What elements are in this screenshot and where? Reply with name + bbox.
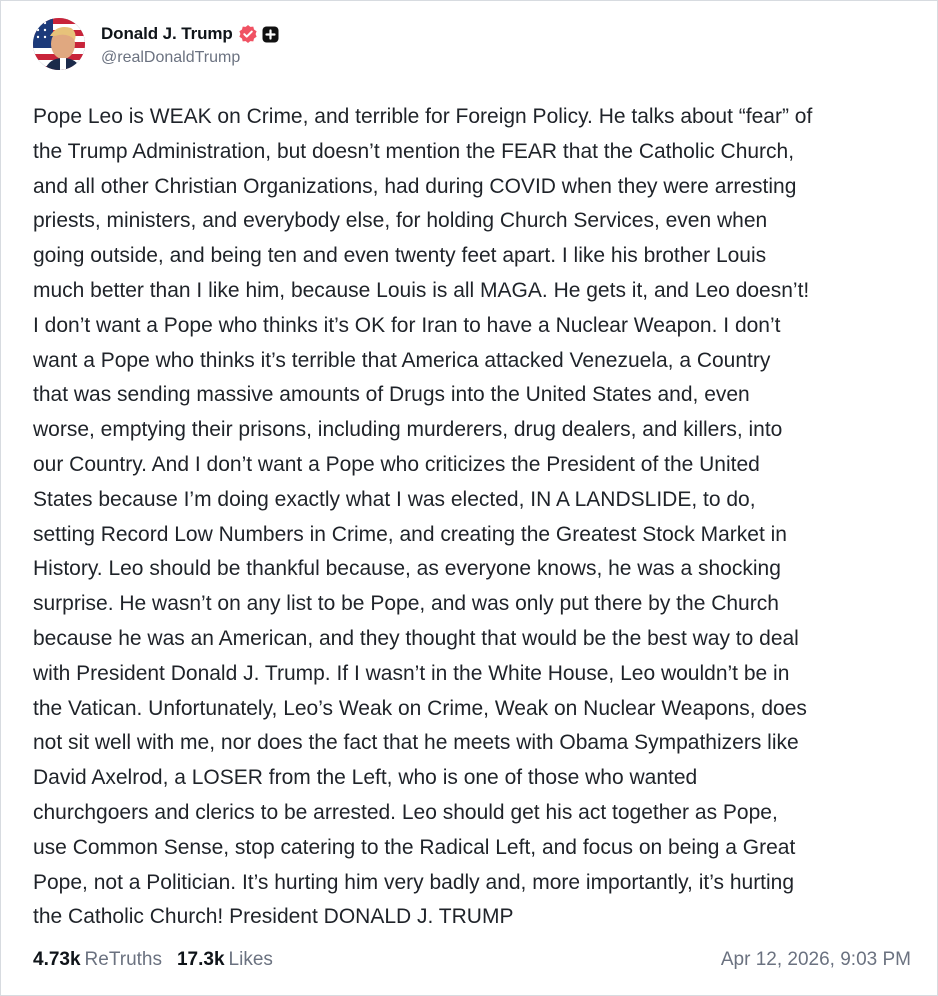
- post-text-line: our Country. And I don’t want a Pope who criticizes the President of the United: [33, 452, 760, 476]
- post-text-line: History. Leo should be thankful because, as everyone knows, he was a shocking: [33, 557, 781, 581]
- post-text-line: I don’t want a Pope who thinks it’s OK for Iran to have a Nuclear Weapon. I don’t: [33, 313, 781, 337]
- name-row: [101, 21, 279, 47]
- engagement-stats: [33, 949, 273, 971]
- post-text-line: States because I’m doing exactly what I was elected, IN A LANDSLIDE, to do,: [33, 487, 756, 511]
- author-names: [101, 21, 279, 67]
- post-text-line: Pope Leo is WEAK on Crime, and terrible for Foreign Policy. He talks about “fear” of: [33, 105, 813, 128]
- truth-plus-icon: [262, 26, 279, 43]
- avatar[interactable]: [33, 18, 85, 70]
- post-text: [33, 100, 913, 935]
- post-text-line: churchgoers and clerics to be arrested. Leo should get his act together as Pope,: [33, 800, 778, 824]
- post-text-line: use Common Sense, stop catering to the Radical Left, and focus on being a Great: [33, 835, 796, 859]
- post-text-line: not sit well with me, nor does the fact that he meets with Obama Sympathizers like: [33, 731, 799, 755]
- post-text-line: because he was an American, and they thought that would be the best way to deal: [33, 626, 799, 650]
- post-text-line: with President Donald J. Trump. If I wasn’t in the White House, Leo wouldn’t be in: [33, 661, 790, 685]
- post-text-line: want a Pope who thinks it’s terrible that America attacked Venezuela, a Country: [33, 348, 771, 372]
- post-text-line: Pope, not a Politician. It’s hurting him very badly and, more importantly, it’s hurting: [33, 870, 795, 894]
- post-text-line: priests, ministers, and everybody else, for holding Church Services, even when: [33, 209, 768, 233]
- likes-label: Likes: [228, 949, 273, 970]
- post-text-line: the Vatican. Unfortunately, Leo’s Weak on Crime, Weak on Nuclear Weapons, does: [33, 696, 807, 720]
- likes-count: 17.3k: [176, 949, 225, 970]
- post-text-line: that was sending massive amounts of Drugs into the United States and, even: [33, 383, 750, 407]
- retruths-stat[interactable]: [33, 949, 162, 971]
- post-text-line: surprise. He wasn’t on any list to be Pope, and was only put there by the Church: [33, 592, 779, 616]
- post-header: [33, 17, 279, 71]
- post-text-line: the Catholic Church! President DONALD J. TRUMP: [33, 905, 514, 929]
- verified-badge-icon: [238, 24, 258, 44]
- likes-stat[interactable]: [177, 949, 273, 971]
- post-text-line: setting Record Low Numbers in Crime, and creating the Greatest Stock Market in: [33, 522, 787, 546]
- post-text-line: worse, emptying their prisons, including murderers, drug dealers, and killers, into: [33, 418, 783, 442]
- post-text-line: David Axelrod, a LOSER from the Left, who is one of those who wanted: [33, 766, 698, 790]
- post-text-line: going outside, and being ten and even twenty feet apart. I like his brother Louis: [33, 244, 767, 268]
- retruths-count: 4.73k: [33, 949, 81, 970]
- post-footer: [33, 945, 911, 975]
- retruths-label: ReTruths: [84, 949, 162, 970]
- post-text-line: much better than I like him, because Louis is all MAGA. He gets it, and Leo doesn’t!: [33, 278, 810, 302]
- avatar-image: [33, 18, 85, 70]
- post-text-line: and all other Christian Organizations, had during COVID when they were arresting: [33, 174, 797, 198]
- display-name[interactable]: Donald J. Trump: [101, 24, 233, 43]
- author-handle[interactable]: @realDonaldTrump: [101, 49, 241, 66]
- post-text-line: the Trump Administration, but doesn’t mention the FEAR that the Catholic Church,: [33, 139, 795, 163]
- post-timestamp[interactable]: Apr 12, 2026, 9:03 PM: [720, 949, 911, 970]
